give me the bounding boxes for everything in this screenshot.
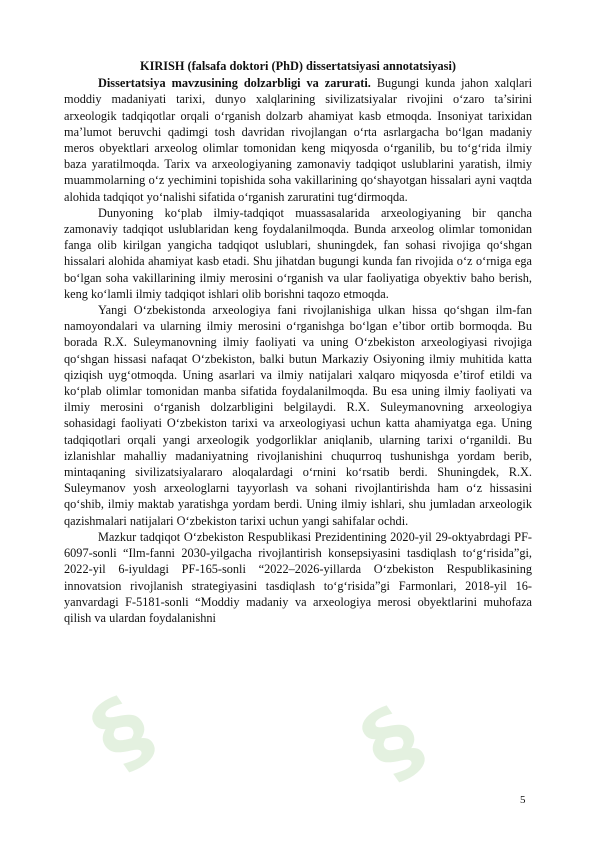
paragraph-1-text: Bugungi kunda jahon xalqlari moddiy madaniyati tarixi, dunyo xalqlarining sivilizatsiyalar rivojini o‘zaro ta’sirini arxeologik tadqiqotlar orqali o‘rganish dolzarb ahamiyat kasb etmoqda. Insoniyat tarixidan ma’lumot beruvchi qadimgi tosh davridan rivojlangan o‘rta asrlargacha bo‘lgan madaniy meros obyektlari arxeolog olimlar tomonidan keng miqyosda o‘rganilib, bu to‘g‘rida ilmiy baza yaratilmoqda. Tarix va arxeologiyaning zamonaviy tadqiqot uslublarini yaratish, ilmiy muammolarning o‘z yechimini topishida soha vakillarining qo‘shayotgan hissalari ayni vaqtda alohida tadqiqot yo‘nalishi sifatida o‘rganish zaruratini tug‘dirmoqda. — [64, 76, 533, 204]
watermark-logo-left: § — [73, 676, 172, 789]
section-title: KIRISH (falsafa doktori (PhD) dissertatsiyasi annotatsiyasi) — [140, 59, 456, 73]
paragraph-4: Mazkur tadqiqot O‘zbekiston Respublikasi Prezidentining 2020-yil 29-oktyabrdagi PF-6097-sonli “Ilm-fanni 2030-yilgacha rivojlantirish konsepsiyasini tasdiqlash to‘g‘risida”gi, 2022-yil 6-iyuldagi PF-165-sonli “2022–2026-yillarda O‘zbekiston Respublikasining innovatsion rivojlanish strategiyasini tasdiqlash to‘g‘risida”gi Farmonlari, 2018-yil 16-yanvardagi F-5181-sonli “Moddiy madaniy va arxeologiya merosi obyektlarini muhofaza qilish va ulardan foydalanishni — [64, 529, 532, 625]
document-body — [64, 58, 532, 626]
lead-heading: Dissertatsiya mavzusining dolzarbligi va zarurati. — [98, 76, 371, 91]
paragraph-1 — [64, 75, 532, 205]
watermark-logo-right: § — [343, 686, 442, 799]
paragraph-2: Dunyoning ko‘plab ilmiy-tadqiqot muassasalarida arxeologiyaning bir qancha zamonaviy tadqiqot uslublaridan keng foydalanilmoqda. Bunda arxeolog olimlar tomonidan fanga olib kirilgan yangicha tadqiqot uslublari, shuningdek, fan sohasi rivojiga qo‘shgan hissalari alohida ahamiyat kasb etadi. Shu jihatdan bugungi kunda fan rivojida o‘z o‘rniga ega bo‘lgan soha vakillarining ilmiy merosini o‘rganish va ular faoliyatiga obyektiv baho berish, keng ko‘lamli ilmiy tadqiqot ishlari olib borishni taqozo etmoqda. — [64, 205, 532, 301]
paragraph-3: Yangi O‘zbekistonda arxeologiya fani rivojlanishiga ulkan hissa qo‘shgan ilm-fan namoyondalari va ularning ilmiy merosini o‘rganishga bo‘lgan e’tibor ortib bormoqda. Bu borada R.X. Suleymanovning ilmiy faoliyati va uning O‘zbekiston arxeologiyasi rivojiga qo‘shgan hissasi nafaqat O‘zbekiston, balki butun Markaziy Osiyoning ilmiy muhitida katta qiziqish uyg‘otmoqda. Uning asarlari va ilmiy natijalari xalqaro miqyosda e’tirof etildi va ko‘plab olimlar tomonidan manba sifatida foydalanilmoqda. Bu esa uning ilmiy faoliyati va ilmiy merosini o‘rganish dolzarbligini belgilaydi. R.X. Suleymanovning arxeologiya sohasidagi faoliyati O‘zbekiston tarixi va arxeologiyasi uchun katta ahamiyatga ega. Uning tadqiqotlari orqali yangi arxeologik yodgorliklar aniqlanib, ularning tarixi o‘rganildi. Bu izlanishlar mahalliy madaniyatning rivojlanishini chuqurroq tushunishga yordam berib, mintaqaning sivilizatsiyalararo aloqalardagi o‘rnini ko‘rsatib berdi. Shuningdek, R.X. Suleymanov yosh arxeologlarni tayyorlash va sohani rivojlantirishda ham o‘z hissasini qo‘shib, ilmiy maktab yaratishga yordam berdi. Uning ilmiy ishlari, shu jumladan arxeologik qazishmalari natijalari O‘zbekiston tarixi uchun yangi sahifalar ochdi. — [64, 303, 532, 528]
page-number: 5 — [520, 794, 526, 806]
